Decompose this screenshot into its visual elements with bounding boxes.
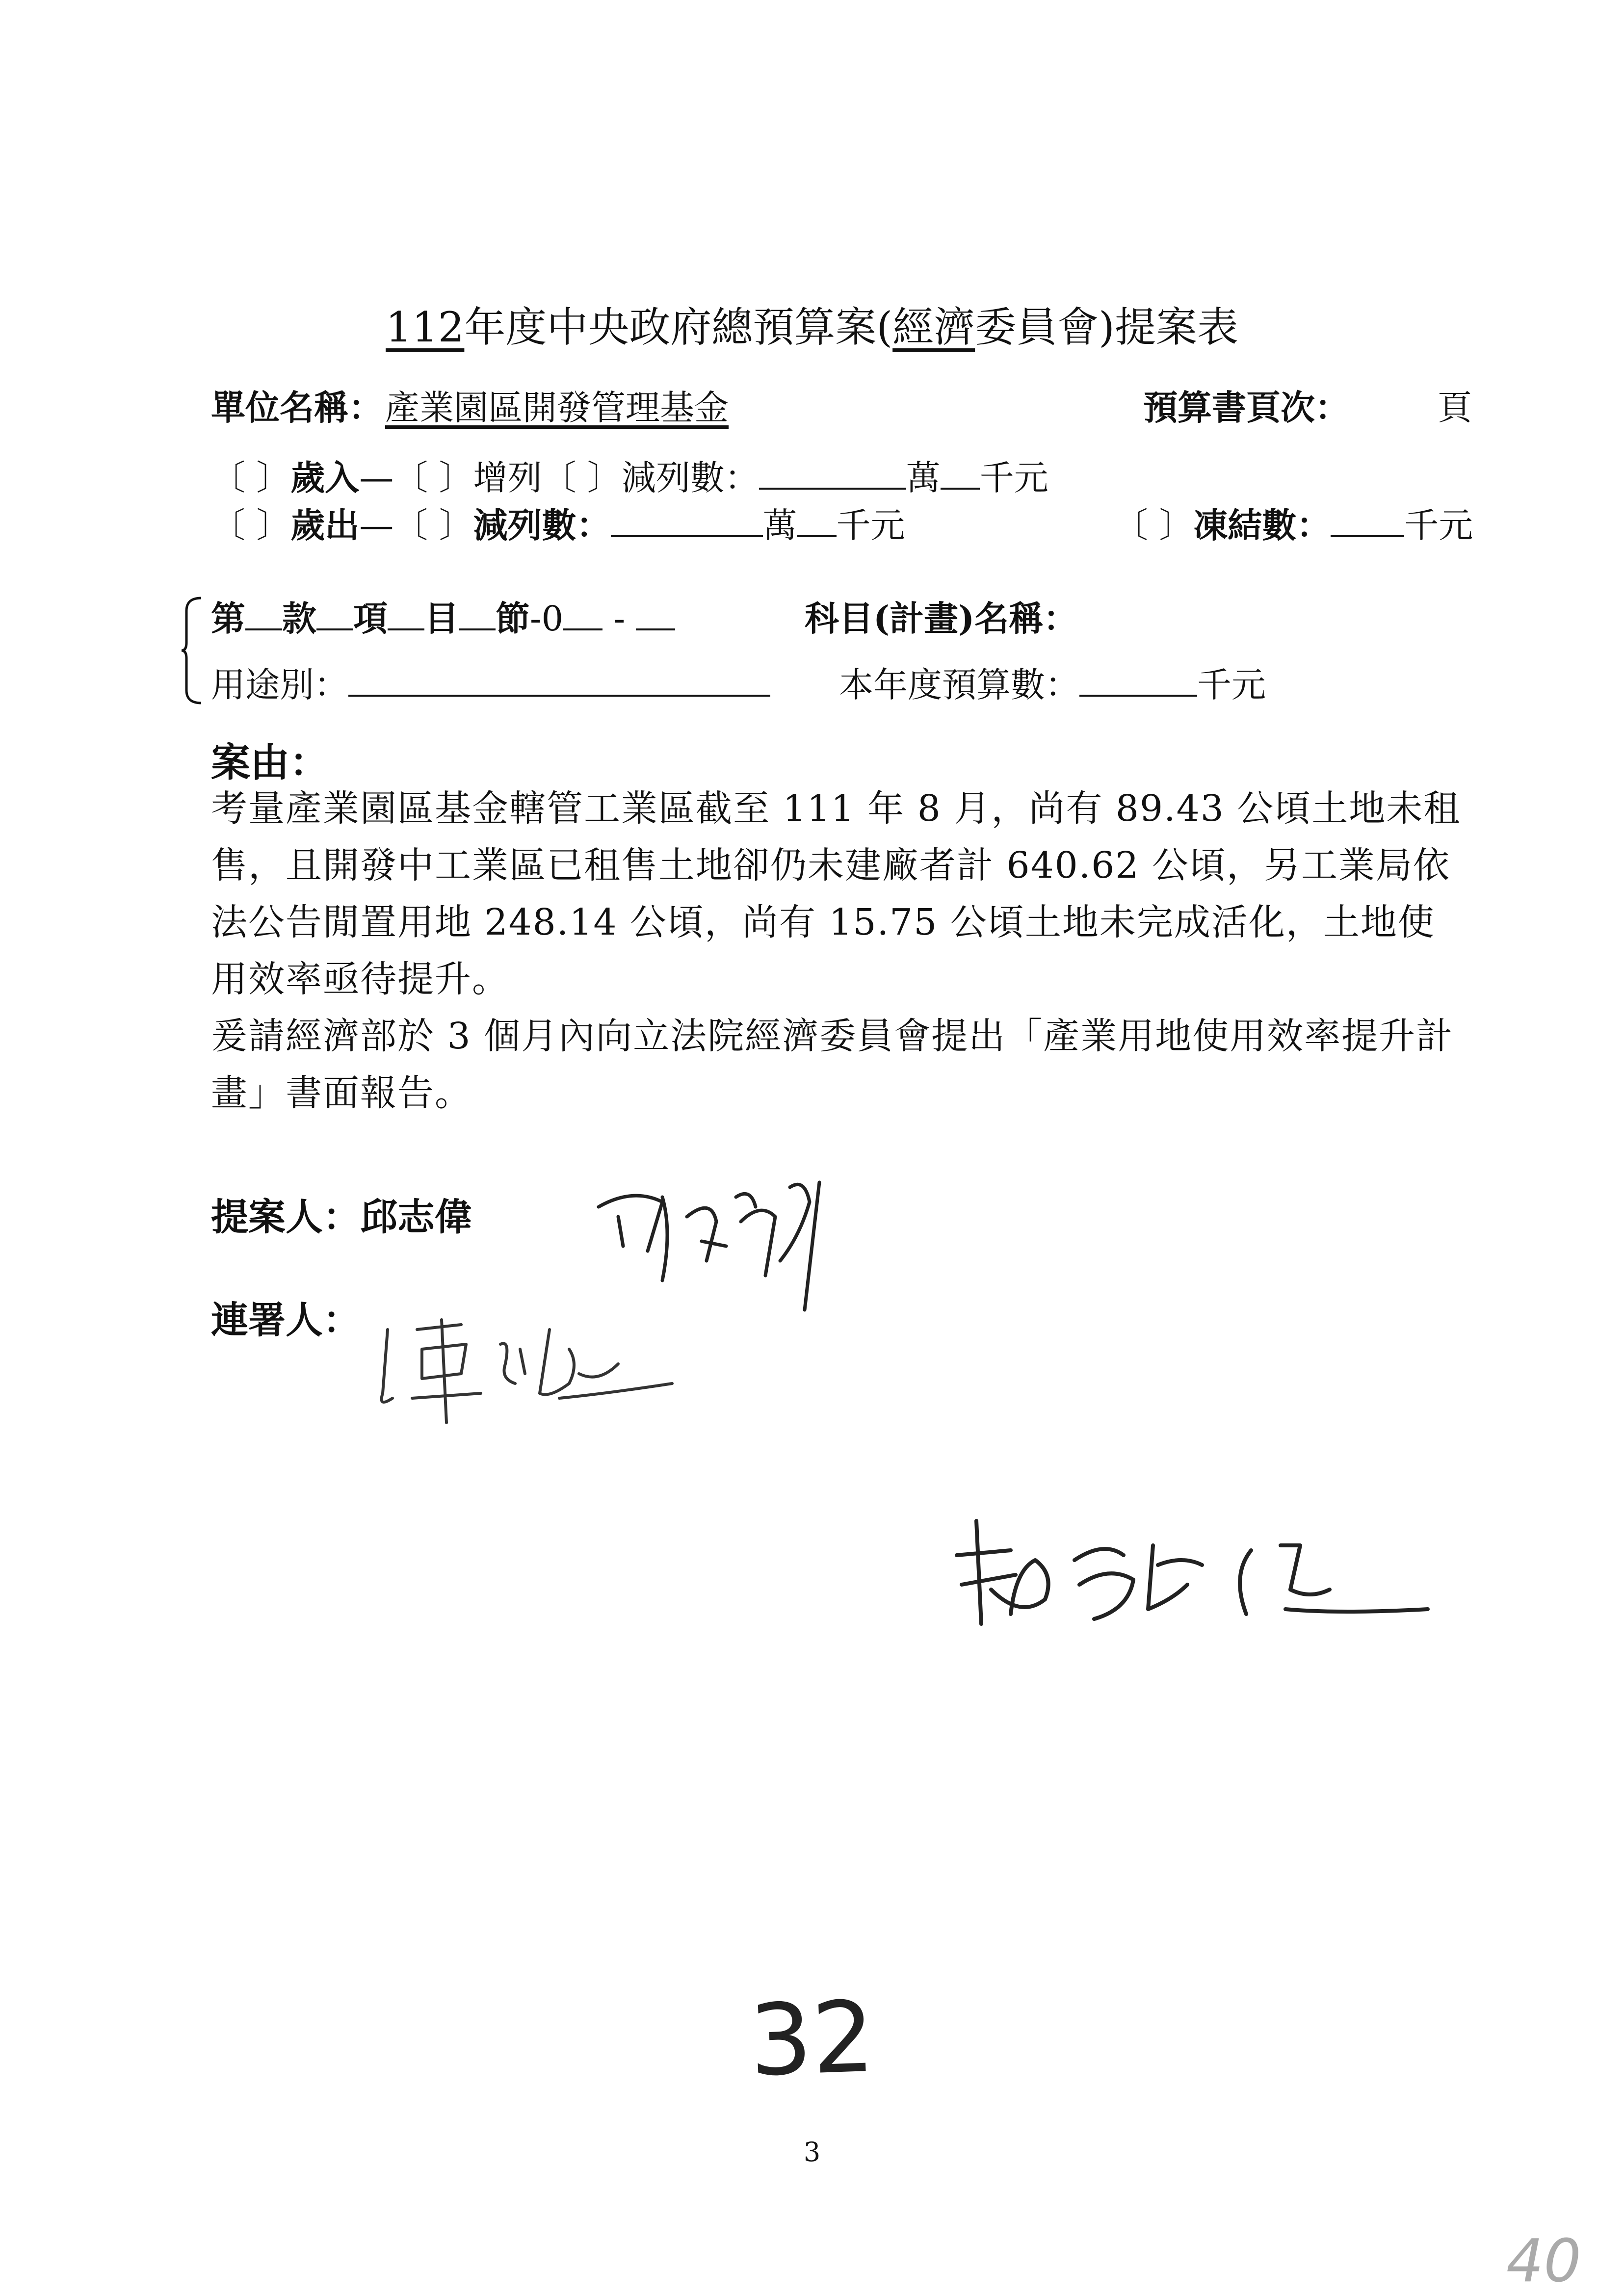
revenue-dash: — bbox=[359, 458, 394, 498]
title-year: 112 bbox=[386, 303, 465, 351]
expense-qian-unit: 千元 bbox=[836, 505, 905, 546]
increase-label: 增列 bbox=[473, 458, 542, 498]
code-blank-2 bbox=[636, 601, 675, 630]
mu-label: 目 bbox=[424, 598, 459, 639]
usage-line bbox=[211, 657, 770, 707]
code-blank-1 bbox=[563, 601, 602, 630]
revenue-line bbox=[211, 450, 1048, 500]
expense-decrease-label: 減列數： bbox=[473, 505, 611, 546]
kuan-blank bbox=[245, 601, 282, 630]
decrease-label: 減列數： bbox=[621, 458, 759, 498]
handwritten-page-number: 32 bbox=[747, 1980, 877, 2099]
reason-paragraph-1: 考量產業園區基金轄管工業區截至 111 年 8 月，尚有 89.43 公頃土地未租售，且開發中工業區已租售土地卻仍未建廠者計 640.62 公頃，另工業局依法公告閒置用地 248.14 公頃，尚有 15.75 公頃土地未完成活化，土地使用效率亟待提升。 bbox=[211, 787, 1461, 1000]
freeze-unit: 千元 bbox=[1404, 505, 1473, 546]
reason-body bbox=[211, 780, 1472, 1122]
freeze-line bbox=[1114, 498, 1473, 548]
freeze-checkbox: 〔 〕 bbox=[1114, 505, 1194, 546]
expense-wan-unit: 萬 bbox=[762, 505, 797, 546]
reason-paragraph-2: 爰請經濟部於 3 個月內向立法院經濟委員會提出「產業用地使用效率提升計畫」書面報告。 bbox=[211, 1015, 1454, 1114]
jie-blank bbox=[459, 601, 496, 630]
jie-label: 節 bbox=[496, 598, 530, 639]
wan-blank bbox=[759, 460, 906, 490]
mu-blank bbox=[388, 601, 424, 630]
page-ref-label: 預算書頁次： bbox=[1143, 387, 1349, 428]
unit-label: 單位名稱： bbox=[211, 387, 383, 428]
increase-checkbox: 〔 〕 bbox=[393, 458, 473, 498]
revenue-checkbox: 〔 〕 bbox=[211, 458, 291, 498]
qian-blank bbox=[941, 460, 980, 490]
code-dash: - bbox=[602, 599, 636, 639]
expense-wan-blank bbox=[611, 508, 763, 537]
title-committee: 經濟 bbox=[892, 303, 975, 351]
usage-blank bbox=[348, 667, 770, 697]
reason-heading: 案由： bbox=[211, 739, 329, 785]
expense-checkbox: 〔 〕 bbox=[211, 505, 291, 546]
printed-page-number: 3 bbox=[803, 2137, 821, 2167]
expense-type: 歲出 bbox=[290, 505, 360, 546]
cosigner-label: 連署人： bbox=[211, 1298, 360, 1342]
expense-dash: — bbox=[359, 505, 394, 546]
revenue-type: 歲入 bbox=[290, 457, 360, 498]
expense-line bbox=[211, 498, 905, 548]
budget-label: 本年度預算數： bbox=[839, 665, 1079, 705]
subject-label: 科目(計畫)名稱： bbox=[805, 598, 1078, 639]
classification-brace bbox=[182, 596, 203, 705]
unit-value: 產業園區開發管理基金 bbox=[385, 388, 729, 428]
cosigner-signature-1 bbox=[373, 1300, 687, 1428]
freeze-label: 凍結數： bbox=[1193, 505, 1331, 546]
proposer-label: 提案人： bbox=[211, 1195, 360, 1239]
cosigner-signature-2 bbox=[947, 1501, 1438, 1648]
form-title bbox=[0, 294, 1624, 354]
title-pre: 年度中央政府總預算案( bbox=[464, 303, 893, 351]
classification-code-line bbox=[211, 591, 675, 641]
usage-label: 用途別： bbox=[211, 665, 348, 705]
freeze-blank bbox=[1331, 508, 1404, 537]
expense-qian-blank bbox=[797, 508, 837, 537]
proposer-name: 邱志偉 bbox=[360, 1195, 472, 1239]
xiang-blank bbox=[316, 601, 353, 630]
page-ref-unit: 頁 bbox=[1438, 388, 1472, 428]
budget-unit: 千元 bbox=[1197, 665, 1266, 705]
wan-unit: 萬 bbox=[906, 458, 941, 498]
decrease-checkbox: 〔 〕 bbox=[542, 458, 622, 498]
corner-annotation: 40 bbox=[1506, 2227, 1581, 2296]
qian-unit: 千元 bbox=[979, 458, 1048, 498]
title-post: 委員會)提案表 bbox=[975, 303, 1238, 351]
xiang-label: 項 bbox=[353, 598, 388, 639]
proposer-line bbox=[211, 1187, 472, 1241]
budget-blank bbox=[1079, 667, 1197, 697]
budget-line bbox=[839, 657, 1266, 707]
kuan-label: 款 bbox=[282, 598, 316, 639]
di-label: 第 bbox=[211, 598, 245, 639]
expense-decrease-checkbox: 〔 〕 bbox=[393, 505, 473, 546]
code-prefix: -0 bbox=[530, 599, 564, 639]
